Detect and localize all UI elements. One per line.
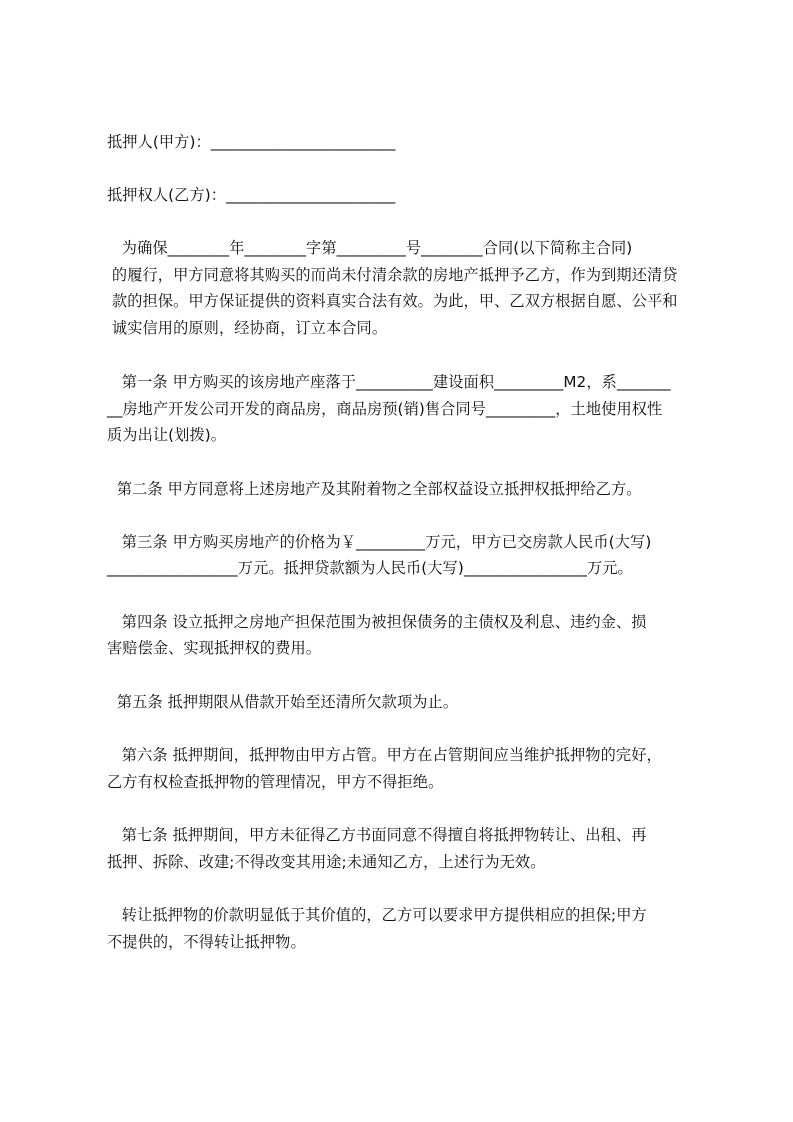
article7-para2-line-2: 不提供的，不得转让抵押物。	[107, 933, 306, 951]
article5-line-1: 第五条 抵押期限从借款开始至还清所欠款项为止。	[107, 693, 459, 711]
article4-line-2: 害赔偿金、实现抵押权的费用。	[107, 639, 322, 657]
article2-line-1: 第二条 甲方同意将上述房地产及其附着物之全部权益设立抵押权抵押给乙方。	[107, 480, 642, 498]
party-a-line: 抵押人(甲方)：________________________	[107, 133, 396, 151]
article1-line-2: __房地产开发公司开发的商品房，商品房预(销)售合同号_________，土地使用权性	[107, 400, 663, 418]
preamble-line-4: 诚实信用的原则，经协商，订立本合同。	[107, 319, 388, 337]
article7-line-2: 抵押、拆除、改建;不得改变其用途;未通知乙方，上述行为无效。	[107, 853, 546, 871]
preamble-line-3: 款的担保。甲方保证提供的资料真实合法有效。为此，甲、乙双方根据自愿、公平和	[107, 292, 678, 310]
article6-line-2: 乙方有权检查抵押物的管理情况，甲方不得拒绝。	[107, 773, 444, 791]
party-b-line: 抵押权人(乙方)：______________________	[107, 186, 396, 204]
preamble-line-2: 的履行，甲方同意将其购买的而尚未付清余款的房地产抵押予乙方，作为到期还清贷	[107, 266, 678, 284]
article3-line-1: 第三条 甲方购买房地产的价格为￥_________万元，甲方已交房款人民币(大写)	[107, 533, 652, 551]
article3-line-2: _________________万元。抵押贷款额为人民币(大写)________________万元。	[107, 559, 633, 577]
article7-para2-line-1: 转让抵押物的价款明显低于其价值的，乙方可以要求甲方提供相应的担保;甲方	[107, 906, 647, 924]
article4-line-1: 第四条 设立抵押之房地产担保范围为被担保债务的主债权及利息、违约金、损	[107, 613, 647, 631]
preamble-line-1: 为确保________年________字第_________号________合同(以下简称主合同)	[107, 239, 633, 257]
article1-line-1: 第一条 甲方购买的该房地产座落于__________建设面积_________M2，系_______	[107, 373, 671, 391]
article6-line-1: 第六条 抵押期间，抵押物由甲方占管。甲方在占管期间应当维护抵押物的完好，	[107, 746, 662, 764]
article7-line-1: 第七条 抵押期间，甲方未征得乙方书面同意不得擅自将抵押物转让、出租、再	[107, 826, 647, 844]
article1-line-3: 质为出让(划拨)。	[107, 426, 227, 444]
